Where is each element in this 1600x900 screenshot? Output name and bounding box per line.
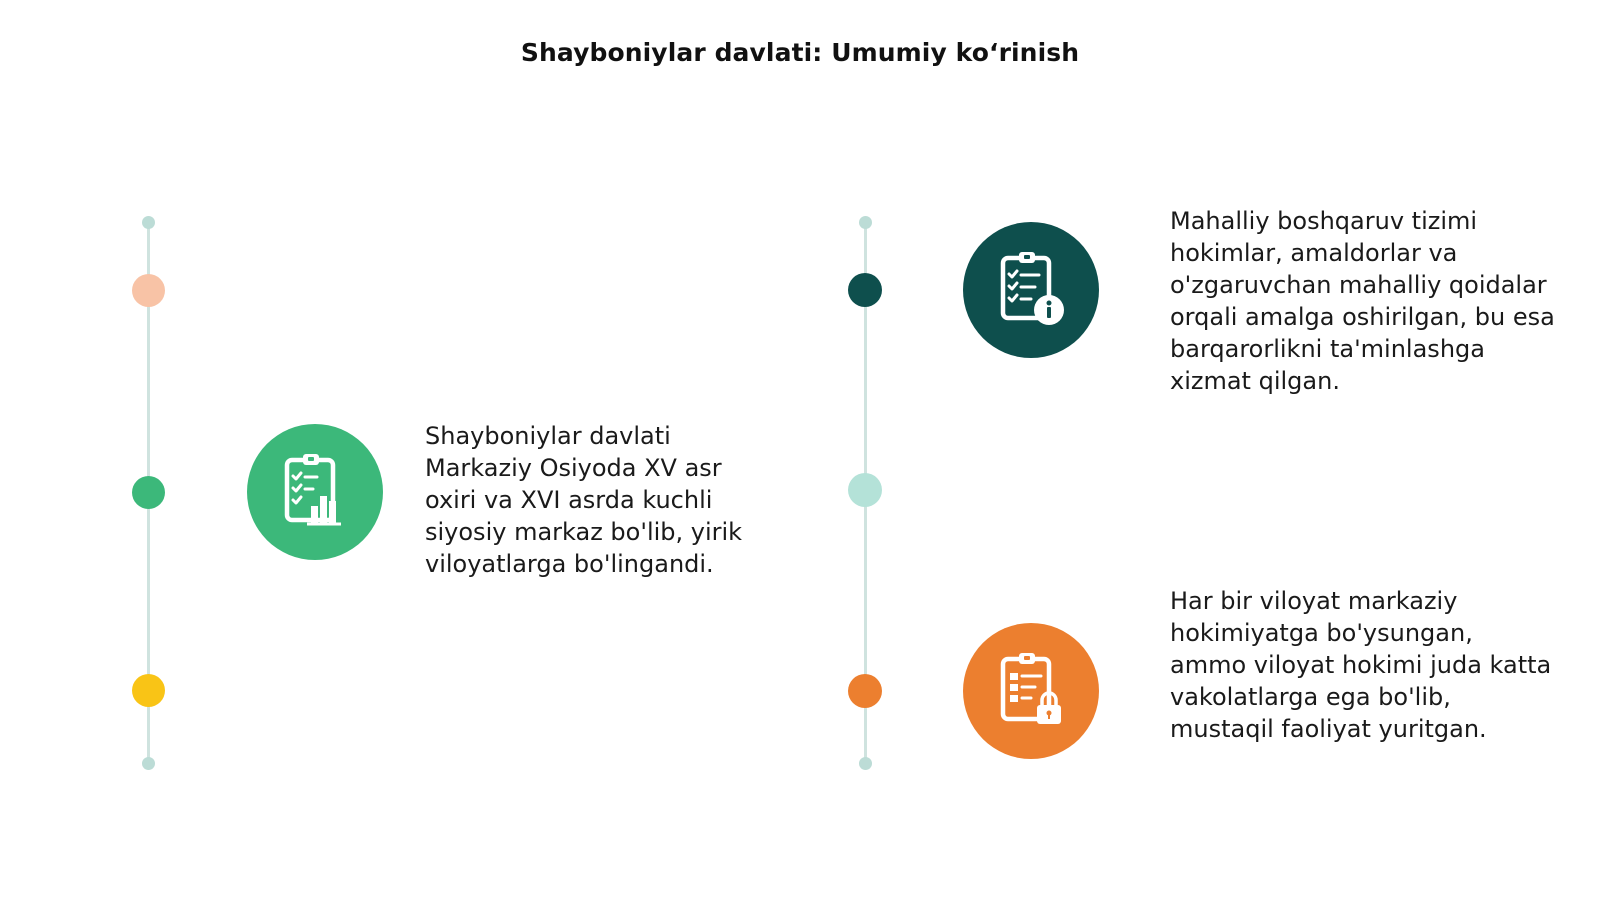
- timeline-dot-peach: [132, 274, 165, 307]
- clipboard-info-icon: [963, 222, 1099, 358]
- page-title: Shayboniylar davlati: Umumiy ko‘rinish: [520, 38, 1080, 67]
- timeline-dot-dark-teal: [848, 273, 882, 307]
- timeline-endpoint-bottom-right: [859, 757, 872, 770]
- timeline-dot-light-teal: [848, 473, 882, 507]
- item-text-2: Mahalliy boshqaruv tizimi hokimlar, amaldorlar va o'zgaruvchan mahalliy qoidalar orqali amalga oshirilgan, bu esa barqarorlikni ta'minlashga xizmat qilgan.: [1170, 207, 1555, 395]
- item-text-3: Har bir viloyat markaziy hokimiyatga bo'ysungan, ammo viloyat hokimi juda katta vakolatlarga ega bo'lib, mustaqil faoliyat yuritgan.: [1170, 587, 1552, 743]
- clipboard-lock-icon: [963, 623, 1099, 759]
- timeline-dot-orange: [848, 674, 882, 708]
- item-text-1: Shayboniylar davlati Markaziy Osiyoda XV asr oxiri va XVI asrda kuchli siyosiy markaz bo'lib, yirik viloyatlarga bo'lingandi.: [425, 422, 743, 578]
- clipboard-chart-icon: [247, 424, 383, 560]
- timeline-endpoint-top-right: [859, 216, 872, 229]
- timeline-dot-yellow: [132, 674, 165, 707]
- timeline-dot-green: [132, 476, 165, 509]
- timeline-endpoint-bottom-left: [142, 757, 155, 770]
- timeline-endpoint-top-left: [142, 216, 155, 229]
